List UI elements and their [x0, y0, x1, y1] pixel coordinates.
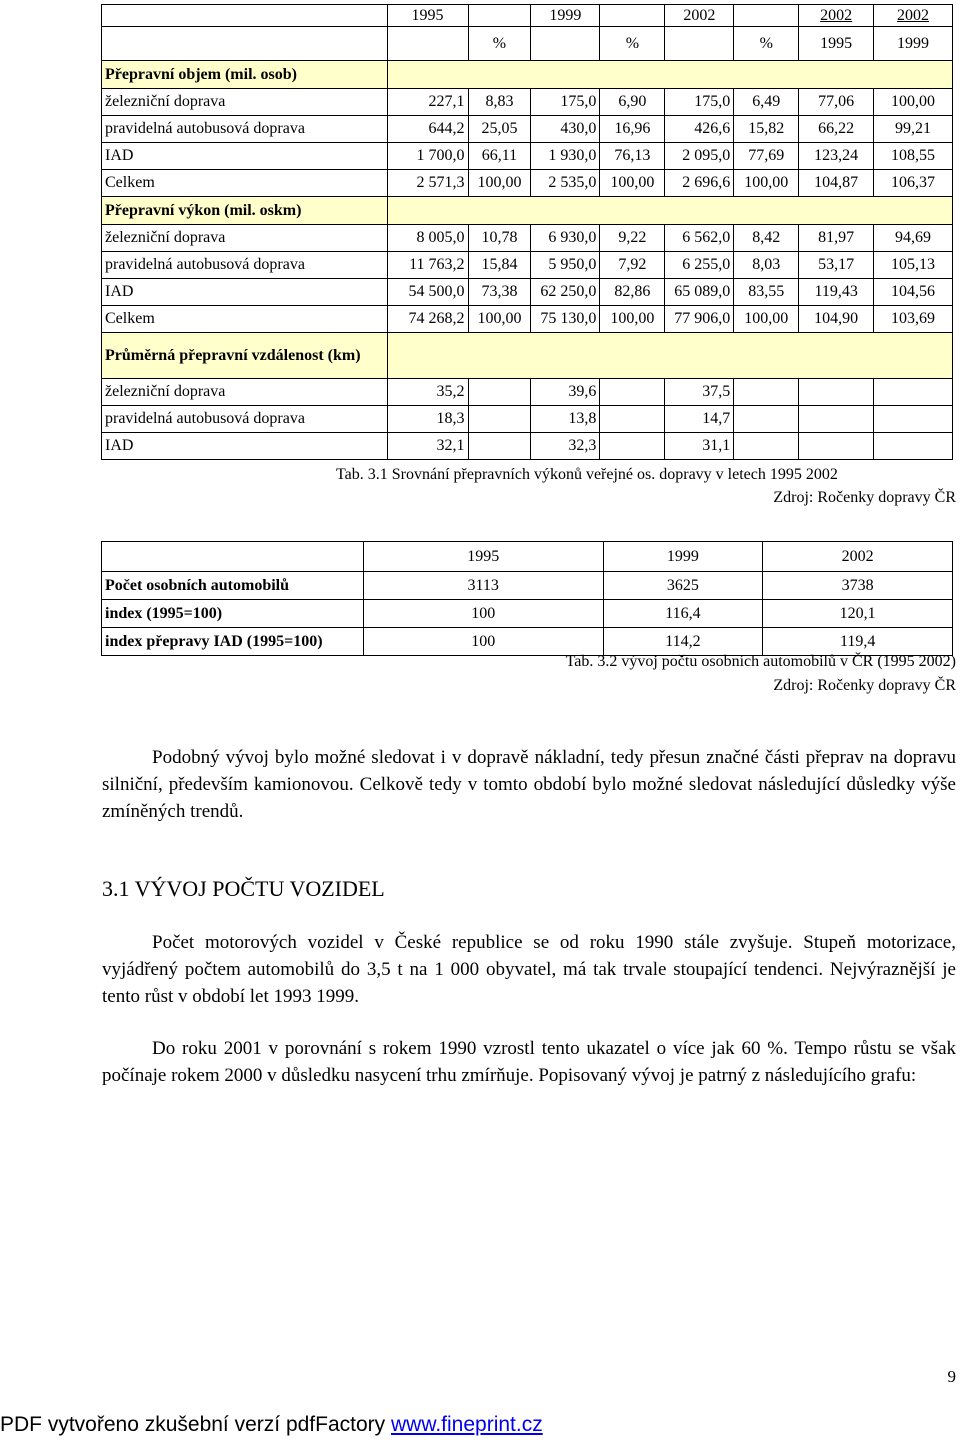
table-row — [102, 600, 953, 628]
value-cell: 104,87 — [799, 170, 874, 197]
footer-text: PDF vytvořeno zkušební verzí pdfFactory — [0, 1413, 386, 1436]
table-row — [102, 628, 953, 656]
value-cell: 81,97 — [799, 225, 874, 252]
header-cell: 1999 — [531, 5, 600, 27]
header-cell — [665, 27, 734, 61]
table-row — [102, 306, 953, 333]
value-cell: 11 763,2 — [387, 252, 468, 279]
header-cell — [468, 5, 531, 27]
row-label: Celkem — [102, 170, 388, 197]
value-cell: 53,17 — [799, 252, 874, 279]
table-header-row — [102, 27, 953, 61]
table-row — [102, 143, 953, 170]
value-cell: 120,1 — [763, 600, 953, 628]
value-cell: 37,5 — [665, 379, 734, 406]
row-label: železniční doprava — [102, 379, 388, 406]
section-title: Přepravní výkon (mil. oskm) — [102, 197, 388, 225]
value-cell: 35,2 — [387, 379, 468, 406]
row-label: pravidelná autobusová doprava — [102, 252, 388, 279]
header-cell: 1995 — [799, 27, 874, 61]
table-row — [102, 379, 953, 406]
value-cell: 100,00 — [734, 306, 799, 333]
value-cell: 1 930,0 — [531, 143, 600, 170]
value-cell: 6 930,0 — [531, 225, 600, 252]
table-row — [102, 433, 953, 460]
value-cell — [734, 379, 799, 406]
header-cell — [387, 27, 468, 61]
value-cell — [600, 406, 665, 433]
value-cell: 15,82 — [734, 116, 799, 143]
row-label: Počet osobních automobilů — [102, 572, 364, 600]
table-row — [102, 89, 953, 116]
header-cell: 1999 — [874, 27, 953, 61]
section-title-row — [102, 61, 953, 89]
footer — [0, 1413, 543, 1437]
value-cell: 66,11 — [468, 143, 531, 170]
value-cell: 103,69 — [874, 306, 953, 333]
value-cell: 175,0 — [665, 89, 734, 116]
value-cell — [874, 433, 953, 460]
value-cell: 3738 — [763, 572, 953, 600]
value-cell: 2 095,0 — [665, 143, 734, 170]
header-cell: 1995 — [387, 5, 468, 27]
value-cell: 65 089,0 — [665, 279, 734, 306]
section-heading: 3.1 VÝVOJ POČTU VOZIDEL — [102, 876, 385, 901]
value-cell: 32,3 — [531, 433, 600, 460]
value-cell — [600, 379, 665, 406]
value-cell: 227,1 — [387, 89, 468, 116]
value-cell: 83,55 — [734, 279, 799, 306]
section-title-filler — [387, 61, 952, 89]
value-cell: 76,13 — [600, 143, 665, 170]
table1-caption: Tab. 3.1 Srovnání přepravních výkonů veřejné os. dopravy v letech 1995 2002 — [336, 466, 838, 483]
value-cell: 6,90 — [600, 89, 665, 116]
value-cell: 100,00 — [734, 170, 799, 197]
value-cell — [874, 379, 953, 406]
value-cell: 74 268,2 — [387, 306, 468, 333]
value-cell — [799, 379, 874, 406]
value-cell: 14,7 — [665, 406, 734, 433]
value-cell: 119,43 — [799, 279, 874, 306]
value-cell — [468, 433, 531, 460]
value-cell: 5 950,0 — [531, 252, 600, 279]
value-cell: 77,06 — [799, 89, 874, 116]
table-row — [102, 116, 953, 143]
section-title-row — [102, 333, 953, 379]
row-label: Celkem — [102, 306, 388, 333]
paragraph-motorization: Počet motorových vozidel v České republice se od roku 1990 stále zvyšuje. Stupeň motorizace, vyjádřený počtem automobilů do 3,5 t na 1 000 obyvatel, má tak trvale stoupající tendenci. Nejvýraznější je tento růst v období let 1993 1999. — [102, 932, 956, 1007]
table-row — [102, 252, 953, 279]
value-cell — [734, 433, 799, 460]
table1-source: Zdroj: Ročenky dopravy ČR — [773, 489, 956, 506]
section-title-filler — [387, 333, 952, 379]
footer-link[interactable]: www.fineprint.cz — [391, 1413, 543, 1436]
header-cell — [102, 27, 388, 61]
value-cell: 7,92 — [600, 252, 665, 279]
value-cell — [600, 433, 665, 460]
section-title: Přepravní objem (mil. osob) — [102, 61, 388, 89]
value-cell: 75 130,0 — [531, 306, 600, 333]
section-title: Průměrná přepravní vzdálenost (km) — [102, 333, 388, 379]
value-cell — [468, 379, 531, 406]
row-label: index (1995=100) — [102, 600, 364, 628]
value-cell: 105,13 — [874, 252, 953, 279]
value-cell: 100,00 — [874, 89, 953, 116]
row-label: IAD — [102, 433, 388, 460]
row-label: železniční doprava — [102, 225, 388, 252]
value-cell: 66,22 — [799, 116, 874, 143]
row-label: index přepravy IAD (1995=100) — [102, 628, 364, 656]
value-cell: 9,22 — [600, 225, 665, 252]
value-cell: 116,4 — [603, 600, 763, 628]
car-count-table — [101, 541, 953, 656]
value-cell: 3113 — [363, 572, 603, 600]
value-cell: 18,3 — [387, 406, 468, 433]
value-cell — [799, 406, 874, 433]
table-row — [102, 572, 953, 600]
value-cell — [734, 406, 799, 433]
value-cell: 100,00 — [468, 306, 531, 333]
value-cell: 108,55 — [874, 143, 953, 170]
header-cell: 2002 — [874, 5, 953, 27]
table-header-row — [102, 542, 953, 572]
paragraph-growth: Do roku 2001 v porovnání s rokem 1990 vzrostl tento ukazatel o více jak 60 %. Tempo růstu se však počínaje rokem 2000 v důsledku nasycení trhu zmírňuje. Popisovaný vývoj je patrný z následujícího grafu: — [102, 1038, 956, 1086]
table-row — [102, 406, 953, 433]
value-cell: 100,00 — [468, 170, 531, 197]
header-cell — [102, 5, 388, 27]
header-cell: 1999 — [603, 542, 763, 572]
value-cell: 104,56 — [874, 279, 953, 306]
header-cell — [734, 5, 799, 27]
value-cell: 8,83 — [468, 89, 531, 116]
value-cell: 100,00 — [600, 170, 665, 197]
value-cell: 16,96 — [600, 116, 665, 143]
value-cell: 106,37 — [874, 170, 953, 197]
value-cell — [874, 406, 953, 433]
value-cell: 8,42 — [734, 225, 799, 252]
header-cell: % — [734, 27, 799, 61]
value-cell: 25,05 — [468, 116, 531, 143]
value-cell: 77,69 — [734, 143, 799, 170]
table2-caption: Tab. 3.2 vývoj počtu osobních automobilů v ČR (1995 2002) — [565, 653, 956, 670]
value-cell: 3625 — [603, 572, 763, 600]
header-cell — [600, 5, 665, 27]
value-cell: 54 500,0 — [387, 279, 468, 306]
value-cell: 175,0 — [531, 89, 600, 116]
section-title-row — [102, 197, 953, 225]
value-cell: 31,1 — [665, 433, 734, 460]
row-label: pravidelná autobusová doprava — [102, 116, 388, 143]
value-cell: 1 700,0 — [387, 143, 468, 170]
value-cell: 10,78 — [468, 225, 531, 252]
row-label: IAD — [102, 143, 388, 170]
header-cell: 2002 — [799, 5, 874, 27]
value-cell: 2 535,0 — [531, 170, 600, 197]
value-cell: 100 — [363, 628, 603, 656]
value-cell: 100 — [363, 600, 603, 628]
row-label: pravidelná autobusová doprava — [102, 406, 388, 433]
header-cell: 2002 — [665, 5, 734, 27]
value-cell: 119,4 — [763, 628, 953, 656]
row-label: IAD — [102, 279, 388, 306]
value-cell: 2 696,6 — [665, 170, 734, 197]
value-cell: 99,21 — [874, 116, 953, 143]
value-cell: 6 255,0 — [665, 252, 734, 279]
table2-source: Zdroj: Ročenky dopravy ČR — [773, 677, 956, 694]
value-cell: 15,84 — [468, 252, 531, 279]
value-cell: 123,24 — [799, 143, 874, 170]
table-row — [102, 225, 953, 252]
section-title-filler — [387, 197, 952, 225]
header-cell: 2002 — [763, 542, 953, 572]
table-row — [102, 279, 953, 306]
value-cell: 94,69 — [874, 225, 953, 252]
value-cell: 82,86 — [600, 279, 665, 306]
table-row — [102, 170, 953, 197]
paragraph-freight: Podobný vývoj bylo možné sledovat i v dopravě nákladní, tedy přesun značné části přeprav na dopravu silniční, především kamionovou. Celkově tedy v tomto období bylo možné sledovat následující důsledky výše zmíněných trendů. — [102, 747, 956, 822]
value-cell: 39,6 — [531, 379, 600, 406]
header-cell: % — [600, 27, 665, 61]
value-cell: 8 005,0 — [387, 225, 468, 252]
value-cell: 32,1 — [387, 433, 468, 460]
value-cell: 77 906,0 — [665, 306, 734, 333]
header-cell: 1995 — [363, 542, 603, 572]
transport-performance-table — [101, 4, 953, 460]
value-cell: 104,90 — [799, 306, 874, 333]
value-cell: 73,38 — [468, 279, 531, 306]
value-cell: 114,2 — [603, 628, 763, 656]
value-cell: 13,8 — [531, 406, 600, 433]
header-cell — [531, 27, 600, 61]
value-cell: 644,2 — [387, 116, 468, 143]
value-cell: 100,00 — [600, 306, 665, 333]
row-label: železniční doprava — [102, 89, 388, 116]
value-cell — [468, 406, 531, 433]
value-cell: 2 571,3 — [387, 170, 468, 197]
header-cell: % — [468, 27, 531, 61]
value-cell — [799, 433, 874, 460]
table-header-row — [102, 5, 953, 27]
value-cell: 426,6 — [665, 116, 734, 143]
header-cell — [102, 542, 364, 572]
value-cell: 6,49 — [734, 89, 799, 116]
page-number: 9 — [947, 1367, 956, 1386]
value-cell: 62 250,0 — [531, 279, 600, 306]
value-cell: 8,03 — [734, 252, 799, 279]
value-cell: 6 562,0 — [665, 225, 734, 252]
value-cell: 430,0 — [531, 116, 600, 143]
